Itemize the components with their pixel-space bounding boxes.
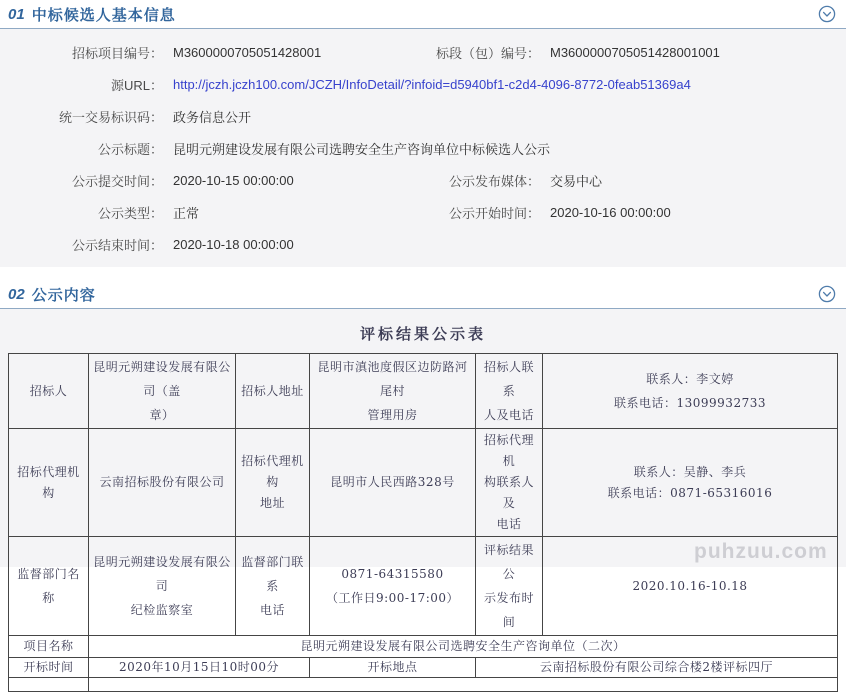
table-cell: [476, 354, 543, 429]
section-gap: [0, 267, 846, 280]
table-cell: [89, 429, 236, 537]
table-cell: [89, 636, 838, 658]
table-cell-line: 昆明市滇池度假区边防路河尾村: [317, 360, 468, 398]
section-header-notice: [0, 280, 846, 309]
basic-info-form: [0, 29, 846, 267]
table-cell-line: 示发布时间: [483, 591, 534, 629]
field-label: 源URL：: [110, 77, 163, 93]
table-row: [9, 658, 838, 678]
table-row: [9, 429, 838, 537]
table-cell: [543, 429, 838, 537]
field-label: 统一交易标识码：: [58, 109, 163, 125]
table-cell: [89, 658, 310, 678]
field-value: 正常: [173, 205, 200, 221]
table-row: [9, 537, 838, 636]
table-cell: [310, 658, 476, 678]
table-cell-line: 昆明元朔建设发展有限公司: [93, 555, 231, 593]
field-label: 公示类型：: [97, 205, 163, 221]
table-cell: [310, 354, 476, 429]
table-cell-line: 联系电话：0871-65316016: [607, 485, 773, 500]
table-cell: [236, 354, 310, 429]
table-cell-line: 联系电话：13099932733: [614, 396, 766, 410]
site-watermark: puhzuu.com: [694, 540, 828, 563]
table-cell: [9, 678, 89, 692]
field-value: M3600000705051428001: [173, 44, 322, 60]
table-cell-line: 联系人：吴静、李兵: [633, 464, 747, 479]
field-value: 交易中心: [550, 173, 603, 189]
table-cell-line: 电话: [496, 517, 522, 531]
table-cell: [89, 537, 236, 636]
info-row-right: [423, 196, 671, 228]
section-bid-candidate-info: [0, 0, 846, 267]
table-cell-line: 招标人地址: [241, 384, 304, 398]
info-row: [0, 68, 846, 100]
table-cell-line: 昆明市人民西路328号: [330, 475, 455, 489]
table-cell-line: 招标代理机: [17, 464, 80, 479]
field-value: 政务信息公开: [173, 109, 252, 125]
table-cell: [9, 537, 89, 636]
section-notice-content: [0, 280, 846, 674]
section-title-basic-info: 中标候选人基本信息: [31, 6, 176, 24]
table-cell-line: 联系人：李文婷: [646, 372, 734, 386]
table-row: [9, 636, 838, 658]
field-label: 公示提交时间：: [71, 173, 163, 189]
table-cell-line: 开标地点: [367, 660, 418, 674]
field-value: 2020-10-15 00:00:00: [173, 172, 294, 188]
table-cell-line: 监督部门联系: [241, 555, 304, 593]
info-row-right: [423, 36, 720, 68]
table-cell-line: 评标结果公: [483, 543, 534, 581]
table-cell: [9, 429, 89, 537]
table-row: [9, 678, 838, 692]
table-cell-line: 监督部门名: [17, 567, 80, 581]
table-cell: [236, 537, 310, 636]
info-row: [0, 100, 846, 132]
field-value: M3600000705051428001001: [550, 44, 720, 60]
evaluation-result-table-title: 评标结果公示表: [359, 325, 486, 343]
field-label: 公示标题：: [97, 141, 163, 157]
collapse-chevron-icon[interactable]: [818, 285, 836, 303]
notice-content-body: [0, 309, 846, 674]
collapse-chevron-icon[interactable]: [818, 5, 836, 23]
evaluation-result-table: [8, 353, 838, 692]
field-label: 公示开始时间：: [448, 205, 540, 221]
field-label: 招标项目编号：: [71, 45, 163, 61]
field-label: 标段（包）编号：: [435, 45, 540, 61]
table-cell-line: （工作日9:00-17:00）: [325, 591, 460, 605]
table-cell-line: 昆明元朔建设发展有限公司选聘安全生产咨询单位（二次）: [300, 639, 626, 653]
table-cell-line: 招标代理机构: [241, 454, 304, 489]
table-cell: [310, 537, 476, 636]
table-cell-line: 人及电话: [483, 408, 534, 422]
table-cell: [310, 429, 476, 537]
table-cell: [89, 354, 236, 429]
table-cell-line: 招标人: [29, 384, 68, 398]
field-value: 2020-10-18 00:00:00: [173, 236, 294, 252]
table-cell: [9, 354, 89, 429]
info-row: [0, 132, 846, 164]
info-row-right: [423, 164, 602, 196]
table-cell-line: 云南招标股份有限公司: [99, 475, 225, 489]
field-value: 昆明元朔建设发展有限公司选聘安全生产咨询单位中标候选人公示: [173, 141, 551, 157]
table-cell: [9, 658, 89, 678]
table-cell-line: 电话: [259, 603, 285, 617]
table-cell-line: 项目名称: [23, 639, 74, 653]
table-cell: [543, 354, 838, 429]
table-cell: [236, 429, 310, 537]
table-cell-line: 构: [42, 485, 55, 500]
section-header-basic-info: [0, 0, 846, 29]
info-row: [0, 164, 846, 196]
table-cell-line: 0871-64315580: [341, 567, 444, 581]
field-value: 2020-10-16 00:00:00: [550, 204, 671, 220]
table-cell-line: 开标时间: [23, 660, 74, 674]
table-cell-line: 管理用房: [367, 408, 418, 422]
table-cell-line: 地址: [259, 496, 285, 510]
table-cell: [9, 636, 89, 658]
table-cell-line: 2020.10.16-10.18: [632, 579, 748, 593]
table-cell-line: 章）: [149, 408, 175, 422]
table-cell-line: 称: [42, 591, 55, 605]
section-number: 02: [8, 285, 25, 303]
table-cell-line: 纪检监察室: [130, 603, 194, 617]
table-cell-line: 构联系人及: [483, 475, 534, 510]
section-title-notice: 公示内容: [31, 286, 96, 304]
table-cell-line: 云南招标股份有限公司综合楼2楼评标四厅: [539, 660, 774, 674]
table-cell-line: 招标代理机: [483, 433, 534, 468]
section-number: 01: [8, 5, 25, 23]
table-cell: [89, 678, 838, 692]
table-cell: [476, 658, 838, 678]
table-cell: [543, 537, 838, 636]
info-row: [0, 36, 846, 68]
table-cell: [476, 537, 543, 636]
table-cell-line: 昆明元朔建设发展有限公司（盖: [93, 360, 231, 398]
table-cell: [476, 429, 543, 537]
field-label: 公示结束时间：: [71, 237, 163, 253]
table-cell-line: 招标人联系: [483, 360, 534, 398]
info-row: [0, 196, 846, 228]
table-cell-line: 2020年10月15日10时00分: [118, 660, 280, 674]
field-label: 公示发布媒体：: [448, 173, 540, 189]
source-url-link[interactable]: http://jczh.jczh100.com/JCZH/InfoDetail/?infoid=d5940bf1-c2d4-4096-8772-0feab51369a4: [173, 76, 691, 92]
info-row: [0, 228, 846, 260]
table-row: [9, 354, 838, 429]
